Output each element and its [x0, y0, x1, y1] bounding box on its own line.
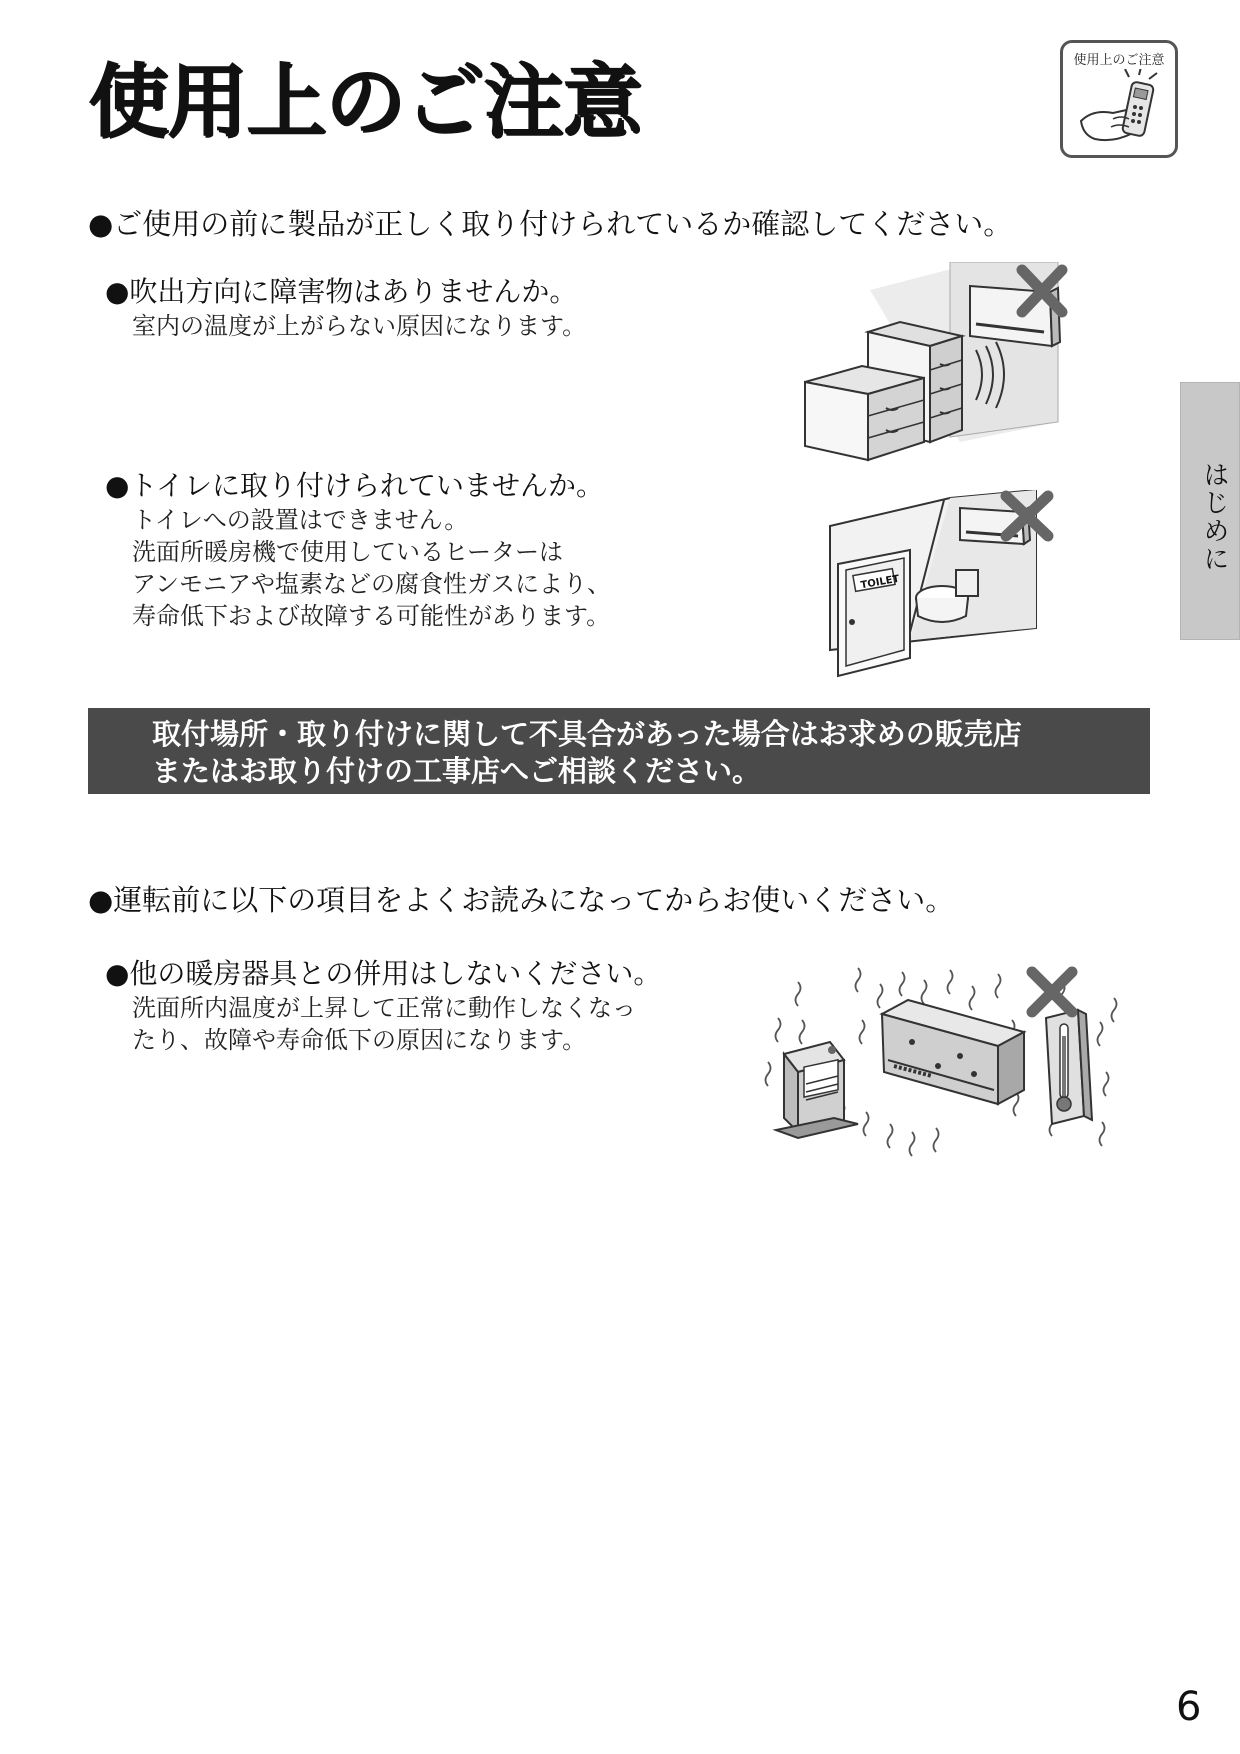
- notice-banner: [88, 708, 1150, 794]
- side-tab-label: はじめに: [1199, 461, 1229, 573]
- wall-heater-icon: [882, 1000, 1024, 1104]
- toilet-door-sign: TOILET: [859, 573, 901, 592]
- section-icon-badge: [1060, 40, 1178, 158]
- thermometer-icon: [1046, 1010, 1092, 1124]
- page-title: 使用上のご注意: [88, 55, 641, 148]
- remote-control-hand-icon: [1073, 69, 1169, 155]
- item-toilet-heading: ●トイレに取り付けられていませんか。: [105, 469, 605, 502]
- page-number: 6: [1176, 1684, 1202, 1730]
- item-toilet-text-2: 洗面所暖房機で使用しているヒーターは: [132, 538, 564, 566]
- side-tab: [1180, 382, 1240, 640]
- obstacle-in-front-of-heater-illustration: [800, 262, 1085, 462]
- section1-heading: ●ご使用の前に製品が正しく取り付けられているか確認してください。: [88, 207, 1013, 241]
- heater-in-toilet-illustration: [826, 490, 1086, 680]
- item-obstacle-text: 室内の温度が上がらない原因になります。: [132, 312, 587, 340]
- item-toilet-text-4: 寿命低下および故障する可能性があります。: [132, 602, 611, 630]
- item-other-heaters-text-2: たり、故障や寿命低下の原因になります。: [132, 1026, 587, 1054]
- item-toilet-text-3: アンモニアや塩素などの腐食性ガスにより、: [132, 570, 612, 598]
- notice-line-2: またはお取り付けの工事店へご相談ください。: [152, 754, 762, 788]
- multiple-heaters-with-thermometer-illustration: [762, 962, 1132, 1162]
- space-heater-icon: [776, 1042, 858, 1138]
- item-toilet-text-1: トイレへの設置はできません。: [132, 506, 469, 534]
- section2-heading: ●運転前に以下の項目をよくお読みになってからお使いください。: [88, 883, 955, 917]
- item-obstacle-heading: ●吹出方向に障害物はありませんか。: [105, 275, 578, 308]
- section-icon-label: 使用上のご注意: [1073, 53, 1165, 68]
- notice-line-1: 取付場所・取り付けに関して不具合があった場合はお求めの販売店: [152, 717, 1022, 751]
- item-other-heaters-heading: ●他の暖房器具との併用はしないください。: [105, 957, 662, 990]
- item-other-heaters-text-1: 洗面所内温度が上昇して正常に動作しなくなっ: [132, 994, 636, 1022]
- x-mark-icon: [1032, 972, 1072, 1012]
